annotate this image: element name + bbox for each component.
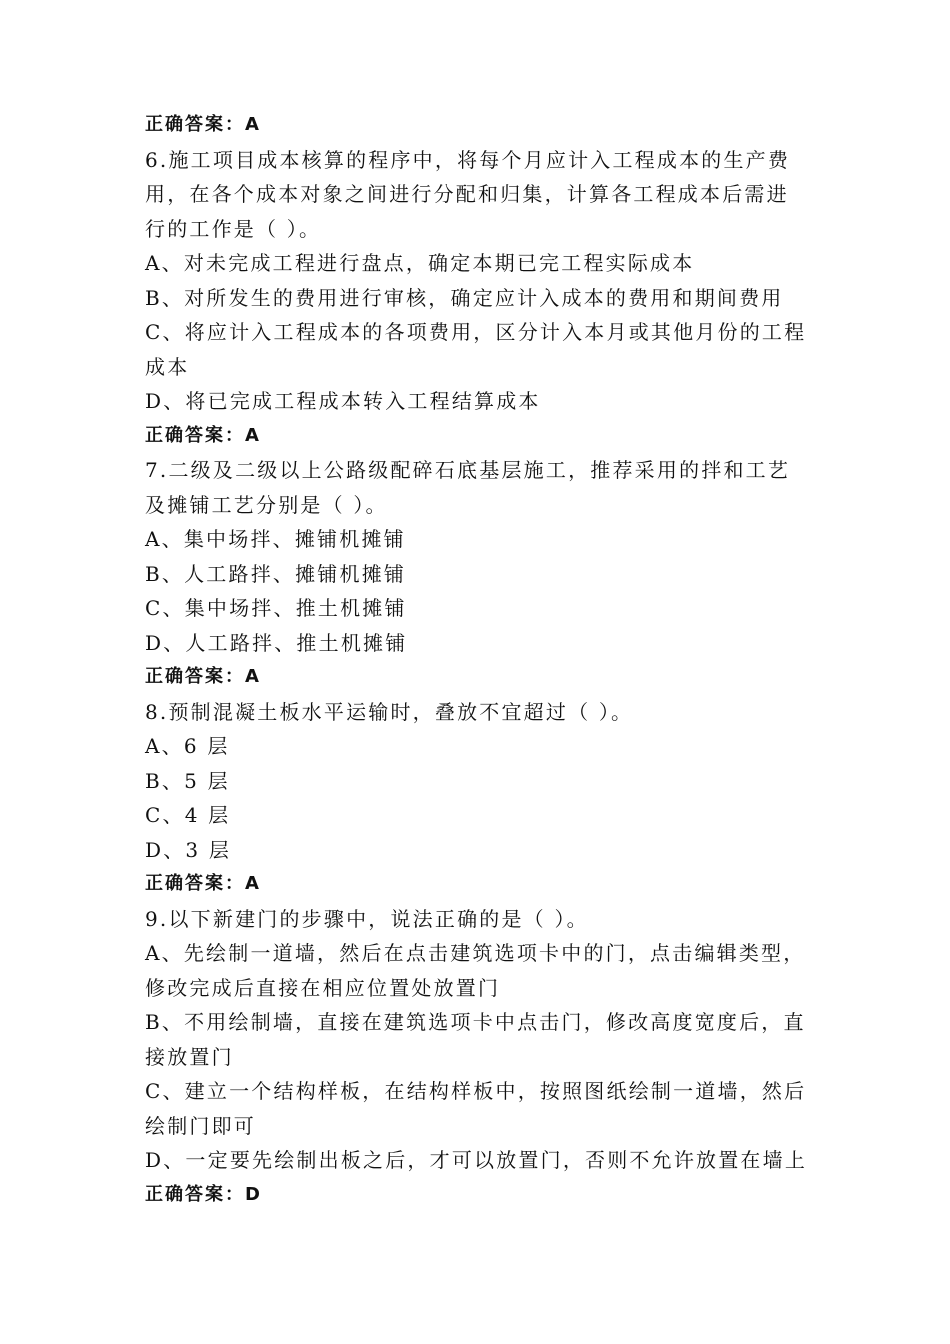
option-line: 成本 [145, 354, 190, 379]
question-line: 用，在各个成本对象之间进行分配和归集，计算各工程成本后需进 [145, 182, 789, 206]
option-line: A、集中场拌、摊铺机摊铺 [145, 527, 406, 551]
option-line: 接放置门 [145, 1044, 234, 1069]
option-line: C、4 层 [145, 803, 231, 827]
option-line: C、集中场拌、推土机摊铺 [145, 596, 407, 620]
question-line: 7.二级及二级以上公路级配碎石底基层施工，推荐采用的拌和工艺 [145, 458, 791, 482]
option-line: B、对所发生的费用进行审核，确定应计入成本的费用和期间费用 [145, 285, 784, 310]
option-line: B、人工路拌、摊铺机摊铺 [145, 561, 407, 586]
option-line: D、一定要先绘制出板之后，才可以放置门，否则不允许放置在墙上 [145, 1148, 808, 1172]
question-line: 9.以下新建门的步骤中，说法正确的是（ ）。 [145, 906, 589, 931]
answer-line: 正确答案：A [145, 424, 261, 446]
option-line: 绘制门即可 [145, 1113, 256, 1138]
option-line: D、人工路拌、推土机摊铺 [145, 630, 408, 655]
option-line: 修改完成后直接在相应位置处放置门 [145, 975, 501, 1000]
option-line: A、对未完成工程进行盘点，确定本期已完工程实际成本 [145, 251, 695, 275]
answer-line: 正确答案：A [145, 666, 261, 687]
option-line: B、5 层 [145, 768, 230, 793]
option-line: B、不用绘制墙，直接在建筑选项卡中点击门，修改高度宽度后，直 [145, 1010, 806, 1034]
option-line: D、3 层 [145, 837, 232, 862]
option-line: A、先绘制一道墙，然后在点击建筑选项卡中的门，点击编辑类型， [145, 941, 806, 965]
option-line: C、建立一个结构样板，在结构样板中，按照图纸绘制一道墙，然后 [145, 1079, 807, 1103]
option-line: D、将已完成工程成本转入工程结算成本 [145, 389, 541, 413]
document-body [145, 108, 817, 1212]
question-line: 8.预制混凝土板水平运输时，叠放不宜超过（ ）。 [145, 699, 634, 724]
answer-line: 正确答案：D [145, 1183, 262, 1205]
question-line: 6.施工项目成本核算的程序中，将每个月应计入工程成本的生产费 [145, 147, 791, 172]
option-line: A、6 层 [145, 734, 230, 758]
option-line: C、将应计入工程成本的各项费用，区分计入本月或其他月份的工程 [145, 320, 807, 344]
answer-line: 正确答案：A [145, 873, 261, 894]
question-line: 及摊铺工艺分别是（ ）。 [145, 492, 388, 517]
answer-line: 正确答案：A [145, 114, 261, 135]
question-line: 行的工作是（ ）。 [145, 216, 322, 241]
